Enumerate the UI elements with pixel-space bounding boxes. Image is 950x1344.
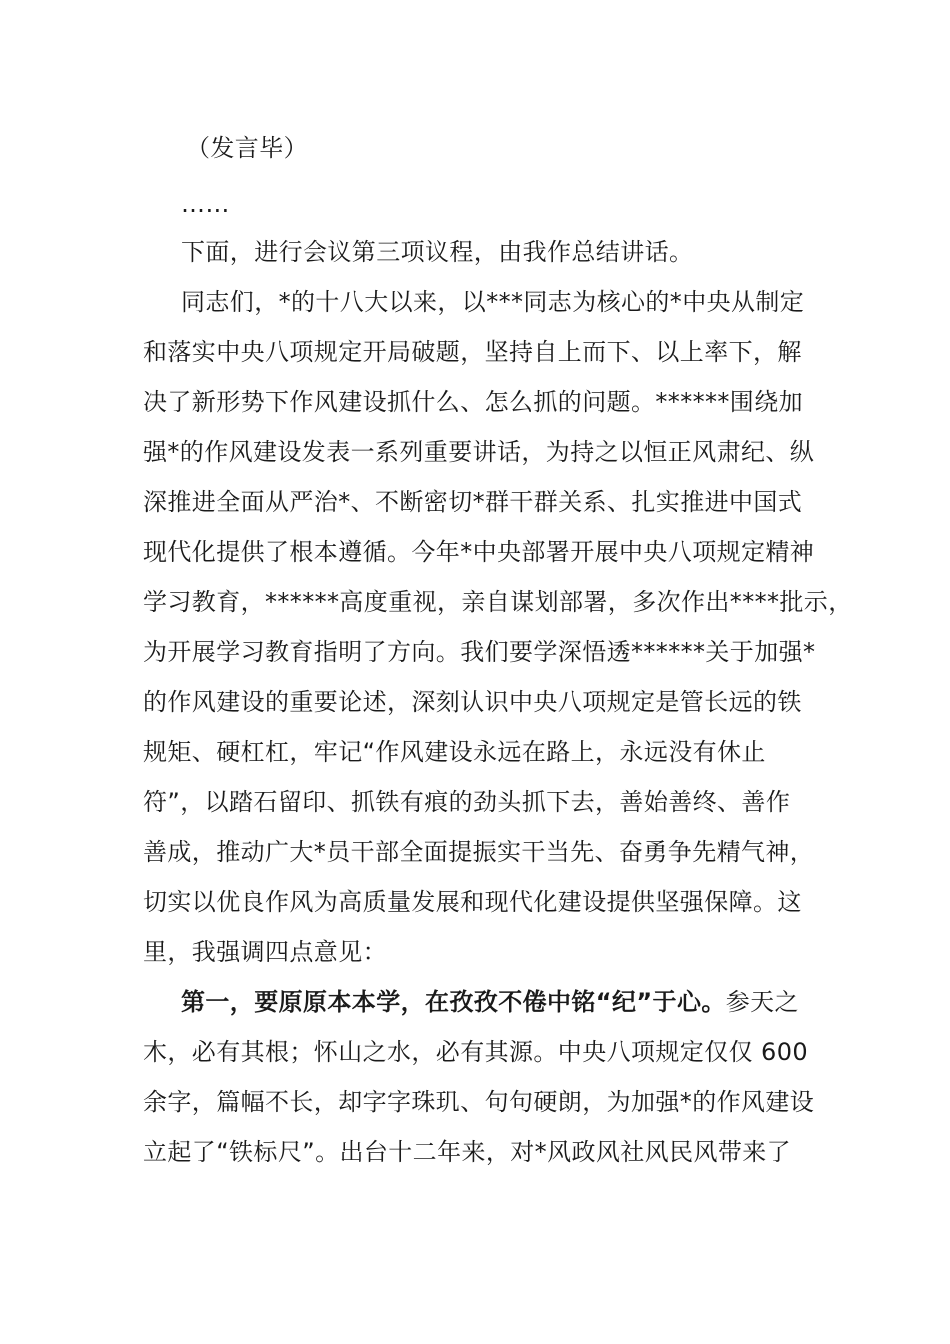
ellipsis-line: …… xyxy=(181,190,230,218)
paragraph-line: 立起了“铁标尺”。出台十二年来，对*风政风社风民风带来了 xyxy=(143,1138,792,1166)
paragraph-line: 的作风建设的重要论述，深刻认识中央八项规定是管长远的铁 xyxy=(143,688,802,716)
closing-note: （发言毕） xyxy=(186,134,308,162)
paragraph-line: 符”，以踏石留印、抓铁有痕的劲头抓下去，善始善终、善作 xyxy=(143,788,791,816)
paragraph-line: 现代化提供了根本遵循。今年*中央部署开展中央八项规定精神 xyxy=(143,538,815,566)
paragraph-line: 学习教育，******高度重视，亲自谋划部署，多次作出****批示， xyxy=(143,588,853,616)
paragraph-line: 强*的作风建设发表一系列重要讲话，为持之以恒正风肃纪、纵 xyxy=(143,438,815,466)
paragraph-line: 木，必有其根；怀山之水，必有其源。中央八项规定仅仅 600 xyxy=(143,1038,809,1066)
section-one-text: 参天之 xyxy=(725,988,799,1016)
paragraph-line: 和落实中央八项规定开局破题，坚持自上而下、以上率下，解 xyxy=(143,338,802,366)
section-one-heading: 第一，要原原本本学，在孜孜不倦中铭“纪”于心。 xyxy=(181,988,726,1016)
paragraph-line: 余字，篇幅不长，却字字珠玑、句句硬朗，为加强*的作风建设 xyxy=(143,1088,815,1116)
paragraph-line: 决了新形势下作风建设抓什么、怎么抓的问题。******围绕加 xyxy=(143,388,803,416)
section-one-first-line xyxy=(181,986,799,1018)
paragraph-line: 为开展学习教育指明了方向。我们要学深悟透******关于加强* xyxy=(143,638,816,666)
paragraph-line: 深推进全面从严治*、不断密切*群干群关系、扎实推进中国式 xyxy=(143,488,803,516)
paragraph-line: 善成，推动广大*员干部全面提振实干当先、奋勇争先精气神， xyxy=(143,838,815,866)
paragraph-line: 规矩、硬杠杠，牢记“作风建设永远在路上，永远没有休止 xyxy=(143,738,766,766)
paragraph-line: 里，我强调四点意见： xyxy=(143,938,387,966)
paragraph-line: 切实以优良作风为高质量发展和现代化建设提供坚强保障。这 xyxy=(143,888,802,916)
paragraph-line: 下面，进行会议第三项议程，由我作总结讲话。 xyxy=(181,238,694,266)
paragraph-line: 同志们，*的十八大以来，以***同志为核心的*中央从制定 xyxy=(181,288,805,316)
